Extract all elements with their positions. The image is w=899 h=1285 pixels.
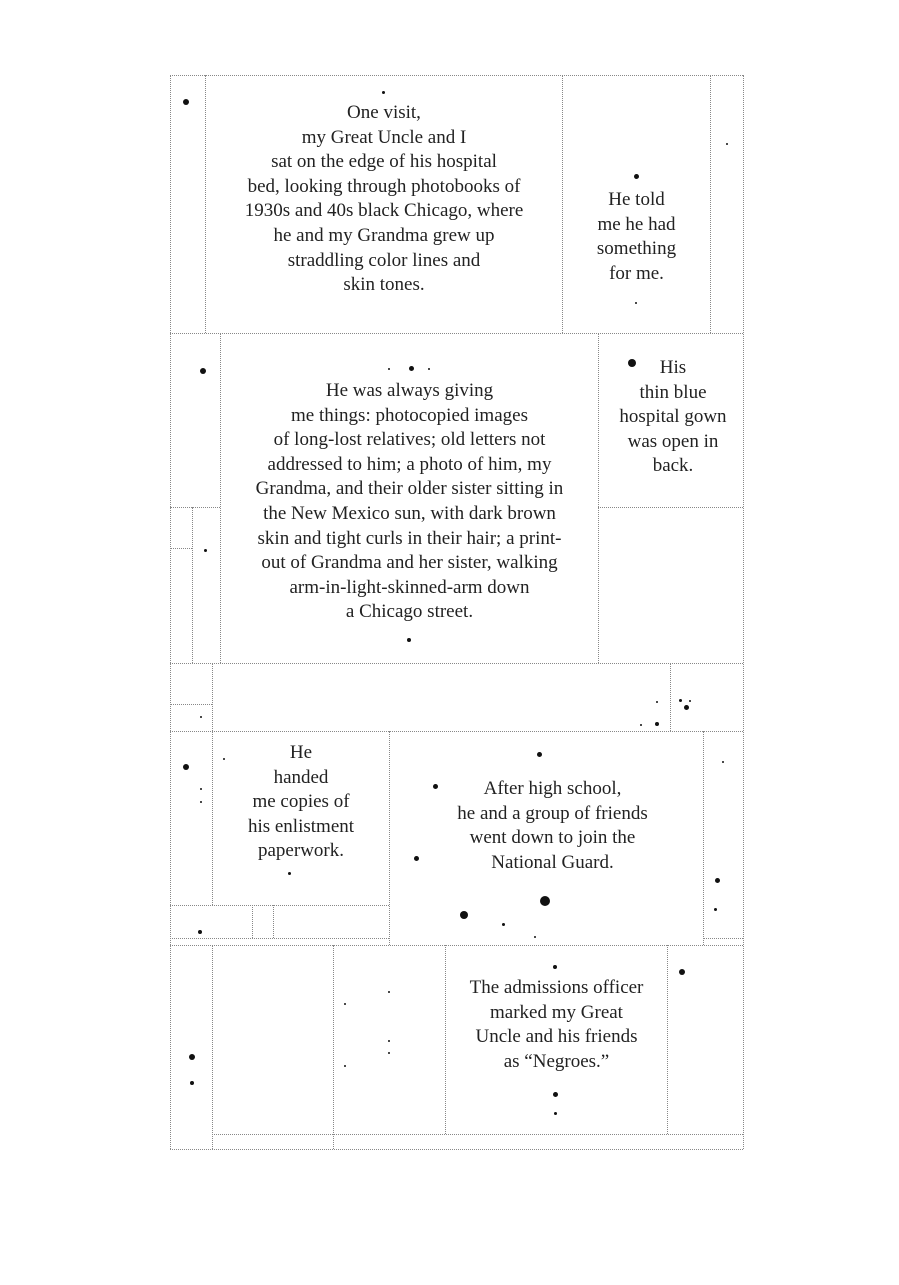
dot bbox=[554, 1112, 557, 1115]
dot bbox=[679, 969, 685, 975]
stanza-hospital-gown: His thin blue hospital gown was open in back. bbox=[619, 357, 727, 477]
dot bbox=[640, 724, 642, 726]
rule bbox=[170, 663, 743, 664]
dot bbox=[628, 359, 636, 367]
rule bbox=[252, 905, 253, 938]
dot bbox=[540, 896, 550, 906]
dot bbox=[502, 923, 505, 926]
rule bbox=[710, 75, 711, 333]
rule bbox=[212, 1134, 743, 1135]
dot bbox=[534, 936, 536, 938]
rule bbox=[170, 507, 220, 508]
dot bbox=[414, 856, 419, 861]
dot bbox=[655, 722, 659, 726]
dot bbox=[183, 764, 189, 770]
dot bbox=[382, 91, 385, 94]
dot bbox=[409, 366, 414, 371]
rule bbox=[598, 507, 743, 508]
dot bbox=[537, 752, 542, 757]
rule bbox=[192, 507, 193, 663]
frame-left bbox=[170, 75, 171, 1149]
dot bbox=[204, 549, 207, 552]
dot bbox=[433, 784, 438, 789]
dot bbox=[189, 1054, 195, 1060]
dot bbox=[223, 758, 225, 760]
dot bbox=[200, 788, 202, 790]
dot bbox=[388, 368, 390, 370]
rule bbox=[170, 731, 743, 732]
rule bbox=[703, 938, 743, 939]
rule bbox=[273, 905, 274, 938]
rule bbox=[670, 663, 671, 731]
dot bbox=[190, 1081, 194, 1085]
rule bbox=[667, 945, 668, 1134]
rule bbox=[170, 938, 389, 939]
dot bbox=[726, 143, 728, 145]
frame-right bbox=[743, 75, 744, 1149]
stanza-enlistment: He handed me copies of his enlistment paperwork. bbox=[247, 742, 355, 862]
dot bbox=[407, 638, 411, 642]
dot bbox=[460, 911, 468, 919]
dot bbox=[428, 368, 430, 370]
dot bbox=[553, 965, 557, 969]
stanza-one-visit: One visit, my Great Uncle and I sat on the edge of his hospital bed, looking through photobooks of 1930s and 40s black Chicago, where he and my Grandma grew up straddling color lines and skin tones. bbox=[244, 102, 524, 296]
stanza-he-told-me: He told me he had something for me. bbox=[596, 189, 677, 284]
dot bbox=[635, 302, 637, 304]
stanza-national-guard: After high school, he and a group of friends went down to join the National Guard. bbox=[457, 778, 648, 873]
rule bbox=[170, 704, 212, 705]
dot bbox=[388, 1040, 390, 1042]
dot bbox=[183, 99, 189, 105]
dot bbox=[200, 716, 202, 718]
stanza-admissions: The admissions officer marked my Great Uncle and his friends as “Negroes.” bbox=[469, 977, 644, 1072]
dot bbox=[388, 1052, 390, 1054]
dot bbox=[388, 991, 390, 993]
dot bbox=[344, 1065, 346, 1067]
dot bbox=[679, 699, 682, 702]
dot bbox=[288, 872, 291, 875]
rule bbox=[170, 945, 743, 946]
rule bbox=[212, 945, 213, 1149]
dot bbox=[722, 761, 724, 763]
dot bbox=[198, 930, 202, 934]
rule bbox=[333, 945, 334, 1149]
dot bbox=[684, 705, 689, 710]
frame-bottom bbox=[170, 1149, 743, 1150]
rule bbox=[170, 548, 192, 549]
rule bbox=[212, 663, 213, 731]
dot bbox=[656, 701, 658, 703]
dot bbox=[714, 908, 717, 911]
rule bbox=[170, 905, 389, 906]
dot bbox=[553, 1092, 558, 1097]
dot bbox=[344, 1003, 346, 1005]
dot bbox=[200, 801, 202, 803]
dot bbox=[715, 878, 720, 883]
dot bbox=[634, 174, 639, 179]
dot bbox=[689, 700, 691, 702]
frame-top bbox=[170, 75, 743, 76]
dot bbox=[200, 368, 206, 374]
rule bbox=[170, 333, 743, 334]
stanza-always-giving: He was always giving me things: photocopied images of long-lost relatives; old letters not addressed to him; a photo of him, my Grandma, and their older sister sitting in the New Mexico sun, with dark brown skin and tight curls in their hair; a print- out of Grandma and her sister, walking arm-in-light-skinned-arm down a Chicago street. bbox=[255, 380, 564, 623]
